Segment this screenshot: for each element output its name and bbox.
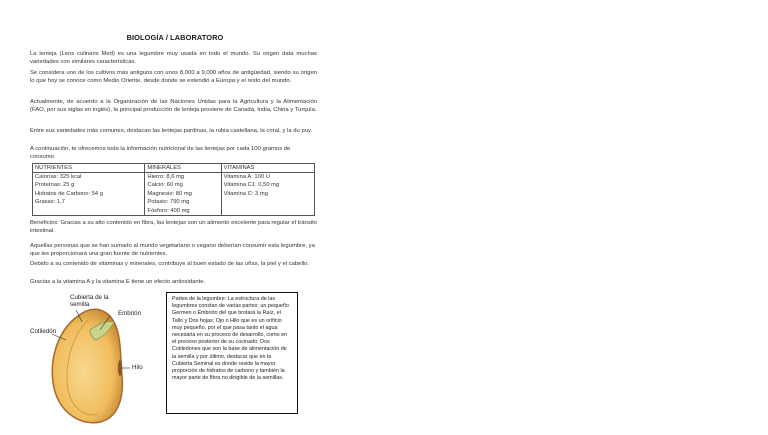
paragraph-intro: La lenteja (Lens culinaris Med) es una legumbre muy usada en todo el mundo. Su origen data muchas variedades con similares características. bbox=[30, 51, 317, 65]
table-cell-line: Calorías: 325 kcal bbox=[35, 174, 82, 180]
label-cubierta-line1: Cubierta de la bbox=[70, 294, 109, 301]
paragraph-antioxidant: Gracias a la vitamina A y la vitamina E tiene un efecto antioxidante. bbox=[30, 279, 206, 285]
table-cell-line: Vitamina C1: 0,50 mg bbox=[223, 182, 280, 189]
table-cell-line: Proteínas: 25 g bbox=[35, 182, 75, 189]
paragraph-origin: Se considera uno de los cultivos más antiguos con unos 8,000 a 9,000 años de antigüedad, siendo su origen lo que hoy se conoce como Medio Oriente, desde donde se extendió a Europa y el resto del mundo. bbox=[30, 70, 317, 84]
page-title: BIOLOGÍA / LABORATORO bbox=[126, 33, 224, 42]
table-cell-line: Hierro: 8,6 mg bbox=[147, 174, 185, 180]
paragraph-nutrition-intro: A continuación, te ofrecemos toda la información nutricional de las lentejas por cada 100 gramos de consumo. bbox=[30, 146, 291, 160]
table-header: VITAMINAS bbox=[221, 164, 314, 173]
table-cell-line: Magnesio: 80 mg bbox=[147, 190, 192, 197]
nutrientes-cell bbox=[33, 173, 145, 216]
table-cell-line: Calcio: 60 mg bbox=[147, 182, 183, 189]
legume-parts-infobox: Partes de la legumbre: La estructura de las legumbres constan de varias partes: un pequeño Germen o Embrión del que brotará la Raíz, el Tallo y Dos hojas; Ojo o Hilo que es un orificio muy pequeño, por el que pasa tanto el agua necesaria en su proceso de desarrollo, como en el proceso posterior de su cocinado; Dos Cotiledones que son la base de alimentación de la semilla y por último, destacar que en la Cubierta Seminal es donde reside la mayor proporción de hidratos de carbono y también la mayor parte de fibra no dirigible de la semillas. bbox=[166, 292, 298, 414]
label-cubierta-line2: semilla bbox=[70, 301, 90, 308]
nutrition-table bbox=[32, 163, 315, 216]
table-row bbox=[33, 173, 315, 216]
table-header: NUTRIENTES bbox=[33, 164, 145, 173]
paragraph-benefits: Beneficios: Gracias a su alto contenido en fibra, las lentejas son un alimento excelente para regular el tránsito intestinal. bbox=[30, 220, 317, 234]
paragraph-vegetarian: Aquellas personas que se han sumado al mundo vegetariano o vegano deberían consumir esta legumbre, ya que les proporcionará una gran fuente de nutrientes. bbox=[30, 243, 315, 257]
paragraph-production: Actualmente, de acuerdo a la Organización de las Naciones Unidas para la Agricultura y la Alimentación (FAO, por sus siglas en inglés), la principal producción de lenteja proviene de Canadá, India, China y Turquía. bbox=[30, 99, 317, 113]
table-header: MINERALES bbox=[145, 164, 221, 173]
table-cell-line: Potasio: 790 mg bbox=[147, 199, 190, 206]
label-embrion: Embrión bbox=[118, 310, 142, 317]
label-hilo: Hilo bbox=[132, 364, 143, 371]
seed-illustration bbox=[30, 290, 170, 430]
table-cell-line: Grasas: 1,7 bbox=[35, 199, 65, 206]
table-cell-line: Vitamina C: 3 mg bbox=[223, 190, 268, 197]
table-cell-line: Hidratos de Carbono: 54 g bbox=[35, 190, 103, 197]
minerales-cell bbox=[145, 173, 221, 216]
table-cell-line: Fósforo: 400 mg bbox=[147, 207, 190, 214]
paragraph-varieties: Entre sus variedades más comunes, destacan las lentejas pardinas, la rubia castellana, la coral, y la du puy. bbox=[30, 128, 313, 134]
table-cell-line: Vitamina A: 100 U bbox=[223, 174, 270, 180]
label-cotiledon: Cotiledón bbox=[30, 328, 57, 335]
hilo-mark bbox=[118, 360, 122, 376]
vitaminas-cell bbox=[221, 173, 314, 216]
paragraph-vitamins: Debido a su contenido de vitaminas y minerales, contribuye al buen estado de las uñas, la piel y el cabello. bbox=[30, 261, 309, 267]
table-header-row bbox=[33, 164, 315, 173]
seed-diagram bbox=[30, 290, 170, 430]
